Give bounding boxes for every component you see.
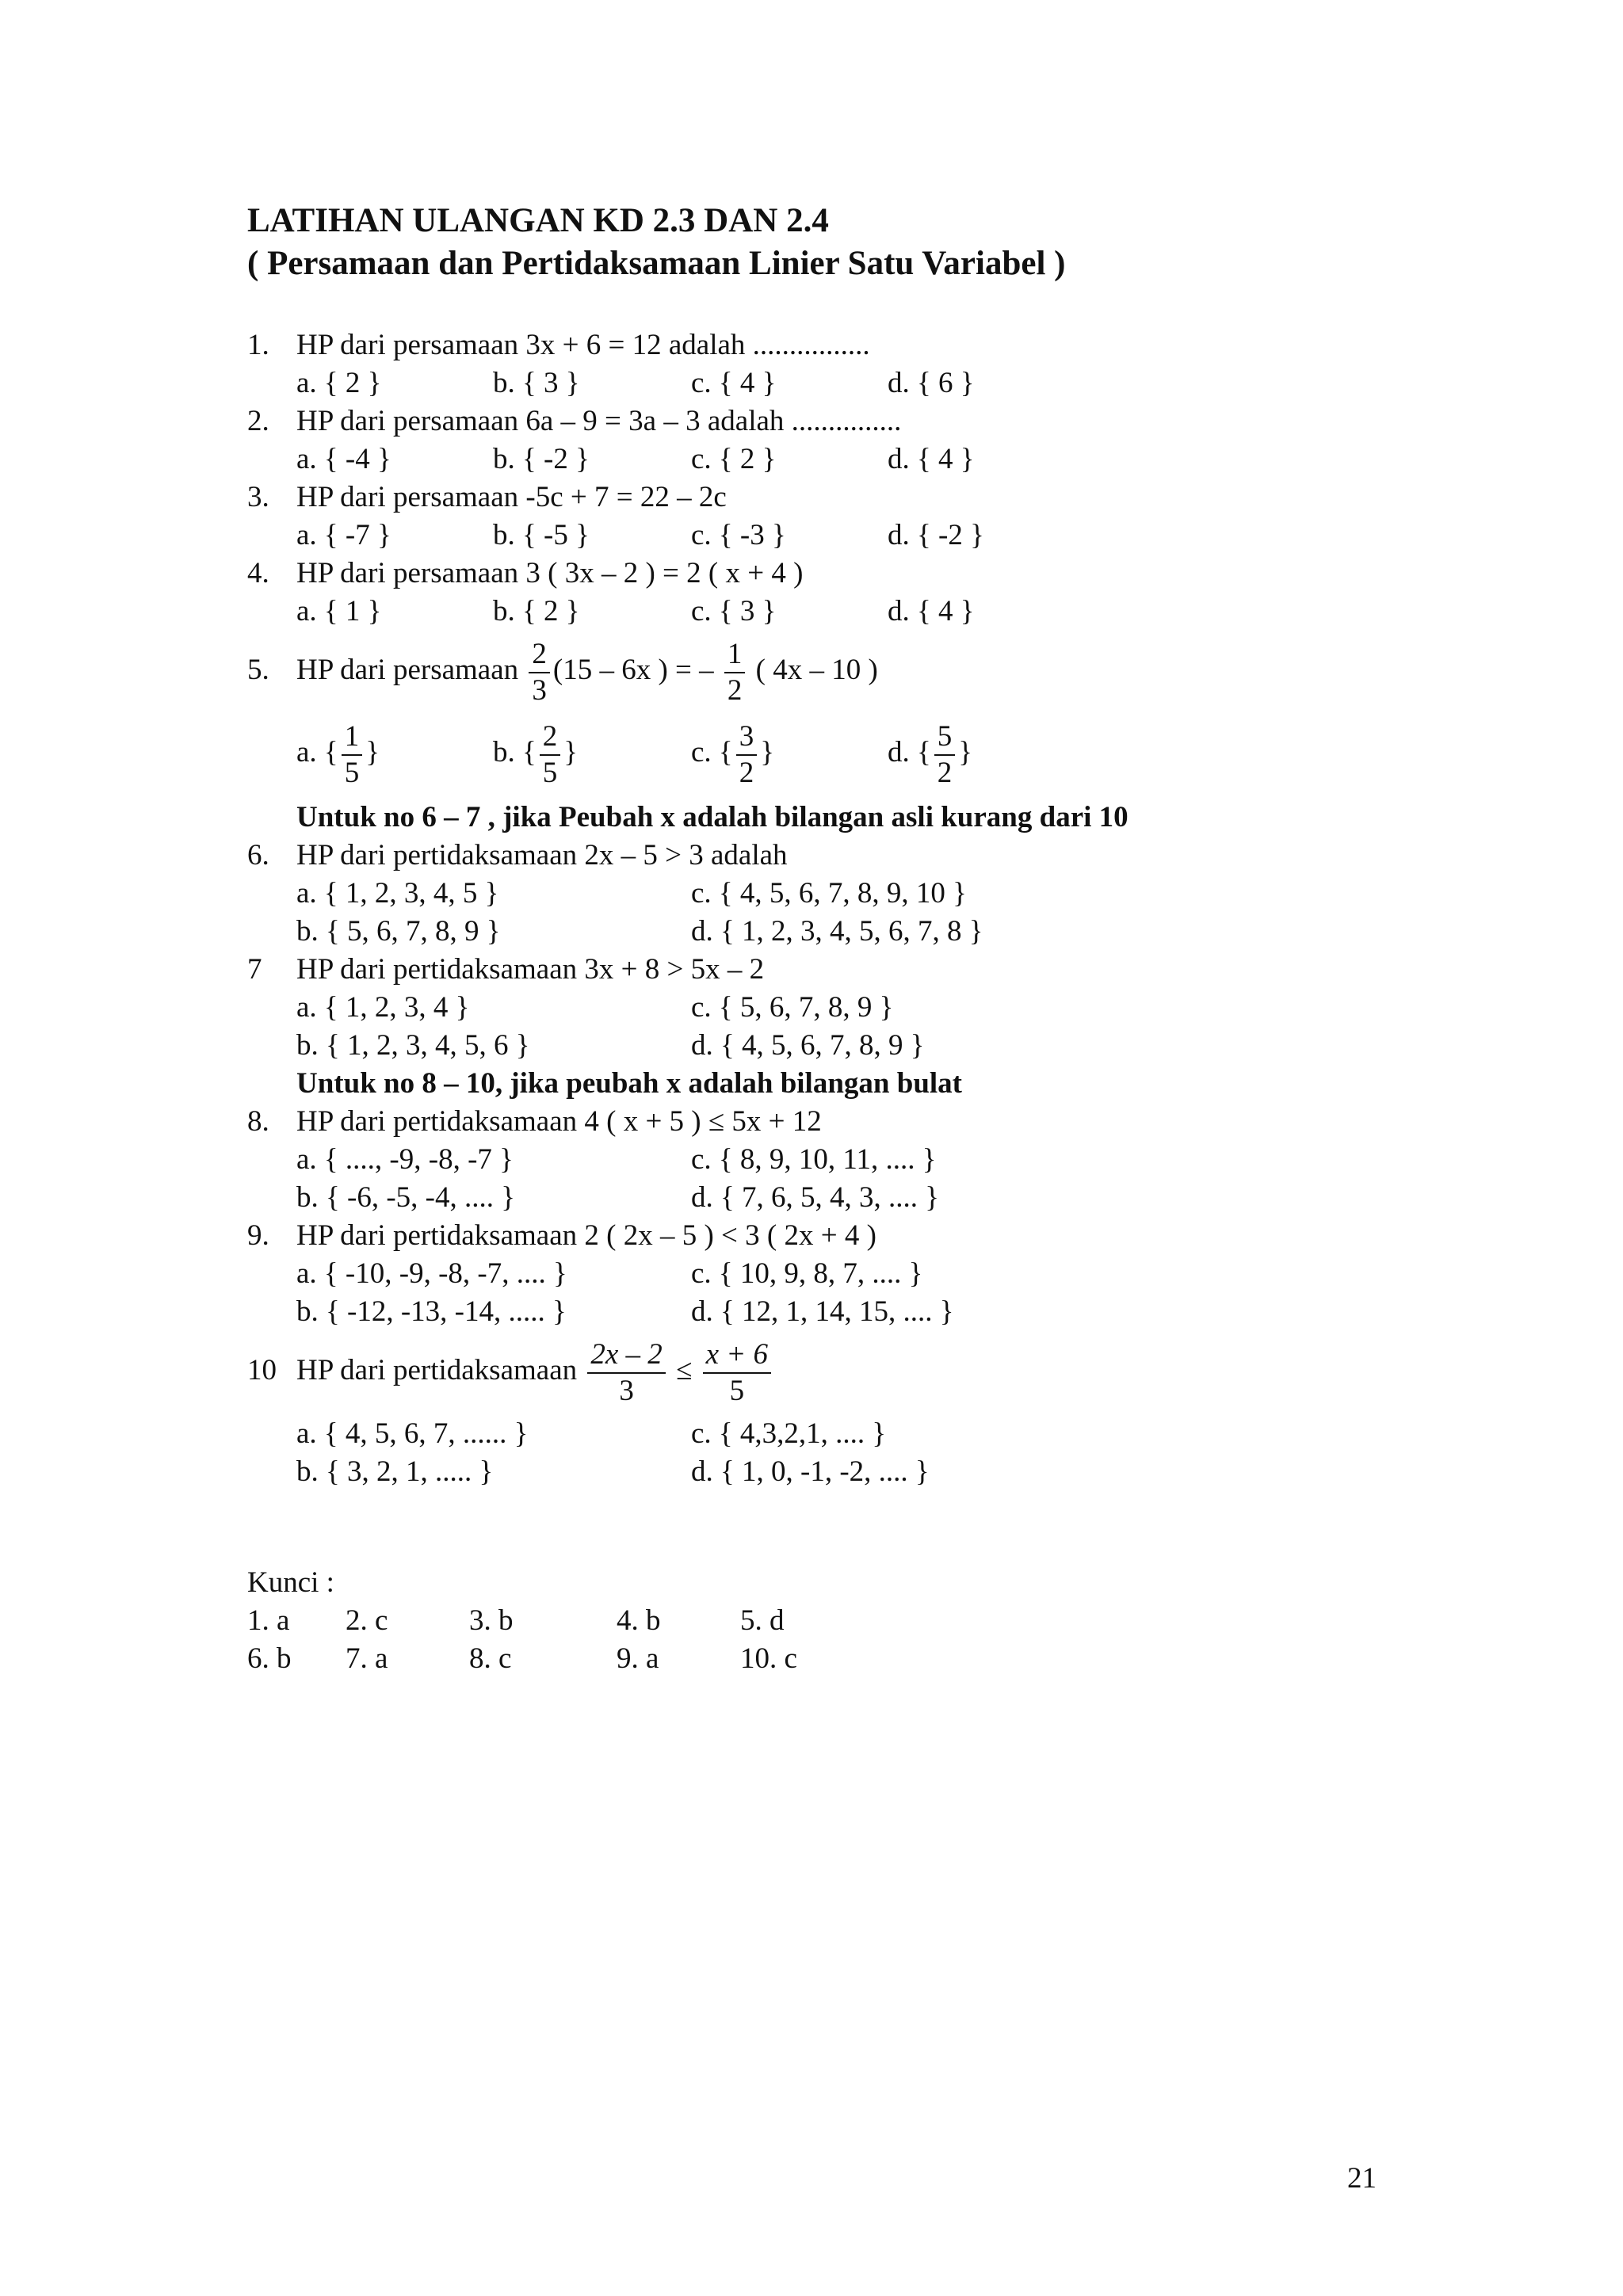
instruction-note-1 [0, 799, 1623, 837]
denominator: 5 [542, 756, 558, 789]
option-b: b. { 3, 2, 1, ..... } [296, 1455, 494, 1488]
fraction [342, 719, 363, 791]
numerator: 5 [937, 719, 953, 753]
answer-key-item: 1. a [247, 1604, 290, 1637]
note-text: Untuk no 8 – 10, jika peubah x adalah bilangan bulat [296, 1067, 962, 1100]
question-number: 8. [247, 1105, 269, 1138]
option-b: b. { -5 } [493, 519, 590, 551]
option-a: a. { 4, 5, 6, 7, ...... } [296, 1417, 529, 1450]
option-prefix: c. { [691, 736, 733, 769]
option-b: b. { -6, -5, -4, .... } [296, 1181, 515, 1214]
option-c: c. { 8, 9, 10, 11, .... } [691, 1143, 937, 1176]
question-text: HP dari pertidaksamaan 2x – 5 > 3 adalah [296, 839, 788, 871]
denominator: 3 [532, 673, 547, 707]
denominator: 3 [619, 1374, 634, 1407]
question-1 [0, 326, 1623, 364]
numerator: 2 [532, 637, 547, 670]
question-9-options-row-2 [0, 1293, 1623, 1331]
question-text [296, 1331, 774, 1410]
question-3-options [0, 517, 1623, 555]
denominator: 2 [727, 673, 743, 707]
option-prefix: a. { [296, 736, 338, 769]
question-6-options-row-1 [0, 875, 1623, 913]
question-4 [0, 555, 1623, 593]
numerator: 3 [739, 719, 754, 753]
question-7-options-row-2 [0, 1027, 1623, 1065]
question-text: HP dari persamaan 3 ( 3x – 2 ) = 2 ( x + 4 ) [296, 557, 804, 589]
option-d: d. { 4 } [888, 443, 975, 475]
question-prefix: HP dari pertidaksamaan [296, 1354, 578, 1386]
answer-key-title: Kunci : [247, 1566, 334, 1599]
question-number: 5. [247, 654, 269, 686]
denominator: 5 [729, 1374, 745, 1407]
option-c: c. { 5, 6, 7, 8, 9 } [691, 991, 894, 1024]
option-c: c. { -3 } [691, 519, 786, 551]
numerator: x + 6 [705, 1337, 769, 1371]
question-9 [0, 1217, 1623, 1255]
question-10 [0, 1331, 1623, 1410]
question-middle: (15 – 6x ) = – [552, 654, 714, 686]
answer-key-item: 6. b [247, 1642, 292, 1675]
option-b: b. { -12, -13, -14, ..... } [296, 1295, 567, 1328]
question-2 [0, 402, 1623, 441]
option-b: b. { 3 } [493, 367, 580, 399]
question-2-options [0, 441, 1623, 479]
option-suffix: } [760, 736, 774, 769]
denominator: 2 [937, 756, 953, 789]
answer-key-item: 4. b [617, 1604, 661, 1637]
question-10-options-row-2 [0, 1453, 1623, 1491]
fraction [540, 719, 561, 791]
option-a: a. { ...., -9, -8, -7 } [296, 1143, 514, 1176]
question-5-options [0, 713, 1623, 792]
answer-key-item: 2. c [346, 1604, 388, 1637]
question-number: 1. [247, 329, 269, 361]
question-number: 4. [247, 557, 269, 589]
fraction [587, 1337, 665, 1409]
question-text: HP dari pertidaksamaan 4 ( x + 5 ) ≤ 5x + 12 [296, 1105, 822, 1138]
fraction [703, 1337, 771, 1409]
option-suffix: } [958, 736, 973, 769]
option-c: c. { 10, 9, 8, 7, .... } [691, 1257, 923, 1290]
option-b: b. { -2 } [493, 443, 590, 475]
option-d: d. { 1, 2, 3, 4, 5, 6, 7, 8 } [691, 915, 983, 948]
option-b: b. { 1, 2, 3, 4, 5, 6 } [296, 1029, 530, 1062]
option-a: a. { -7 } [296, 519, 391, 551]
denominator: 2 [739, 756, 754, 789]
fraction [529, 637, 550, 708]
option-a: a. { -4 } [296, 443, 391, 475]
numerator: 2 [542, 719, 558, 753]
option-suffix: } [365, 736, 380, 769]
question-suffix: ( 4x – 10 ) [755, 654, 878, 686]
question-1-options [0, 364, 1623, 402]
instruction-note-2 [0, 1065, 1623, 1103]
question-8 [0, 1103, 1623, 1141]
option-b: b. { 5, 6, 7, 8, 9 } [296, 915, 501, 948]
option-c: c. { 3 } [691, 595, 777, 627]
option-a: a. { 2 } [296, 367, 382, 399]
option-d [888, 713, 972, 792]
title-line-1: LATIHAN ULANGAN KD 2.3 DAN 2.4 [247, 202, 829, 239]
numerator: 1 [727, 637, 743, 670]
option-b [493, 713, 578, 792]
question-9-options-row-1 [0, 1255, 1623, 1293]
answer-key-item: 5. d [740, 1604, 785, 1637]
fraction [934, 719, 956, 791]
option-b: b. { 2 } [493, 595, 580, 627]
page-number: 21 [1347, 2162, 1377, 2195]
question-6 [0, 837, 1623, 875]
option-d: d. { 7, 6, 5, 4, 3, .... } [691, 1181, 940, 1214]
question-10-options-row-1 [0, 1415, 1623, 1453]
answer-key-item: 7. a [346, 1642, 388, 1675]
option-d: d. { -2 } [888, 519, 984, 551]
question-prefix: HP dari persamaan [296, 654, 519, 686]
denominator: 5 [344, 756, 360, 789]
option-a [296, 713, 380, 792]
question-text: HP dari pertidaksamaan 2 ( 2x – 5 ) < 3 ( 2x + 4 ) [296, 1219, 876, 1252]
option-prefix: d. { [888, 736, 931, 769]
question-4-options [0, 593, 1623, 631]
question-number: 3. [247, 481, 269, 513]
fraction [724, 637, 746, 708]
answer-key-item: 8. c [469, 1642, 512, 1675]
question-number: 6. [247, 839, 269, 871]
option-d: d. { 12, 1, 14, 15, .... } [691, 1295, 954, 1328]
numerator: 1 [344, 719, 360, 753]
question-8-options-row-1 [0, 1141, 1623, 1179]
answer-key-item: 9. a [617, 1642, 659, 1675]
option-c [691, 713, 774, 792]
option-c: c. { 2 } [691, 443, 777, 475]
question-6-options-row-2 [0, 913, 1623, 951]
option-c: c. { 4,3,2,1, .... } [691, 1417, 887, 1450]
option-prefix: b. { [493, 736, 537, 769]
answer-key-item: 3. b [469, 1604, 514, 1637]
question-text: HP dari pertidaksamaan 3x + 8 > 5x – 2 [296, 953, 765, 986]
title-line-2: ( Persamaan dan Pertidaksamaan Linier Satu Variabel ) [247, 245, 1066, 282]
option-suffix: } [563, 736, 579, 769]
inequality-operator: ≤ [676, 1354, 693, 1386]
question-7 [0, 951, 1623, 989]
answer-key-item: 10. c [740, 1642, 797, 1675]
fraction [736, 719, 758, 791]
question-number: 9. [247, 1219, 269, 1252]
question-text: HP dari persamaan -5c + 7 = 22 – 2c [296, 481, 727, 513]
option-a: a. { 1, 2, 3, 4, 5 } [296, 877, 499, 910]
question-7-options-row-1 [0, 989, 1623, 1027]
option-d: d. { 4 } [888, 595, 975, 627]
question-3 [0, 479, 1623, 517]
question-number: 7 [247, 953, 262, 986]
question-text: HP dari persamaan 6a – 9 = 3a – 3 adalah ............... [296, 405, 902, 437]
option-d: d. { 6 } [888, 367, 975, 399]
numerator: 2x – 2 [590, 1337, 663, 1371]
option-c: c. { 4, 5, 6, 7, 8, 9, 10 } [691, 877, 967, 910]
option-a: a. { -10, -9, -8, -7, .... } [296, 1257, 567, 1290]
option-c: c. { 4 } [691, 367, 777, 399]
question-number: 2. [247, 405, 269, 437]
question-text: HP dari persamaan 3x + 6 = 12 adalah ................ [296, 329, 870, 361]
option-d: d. { 1, 0, -1, -2, .... } [691, 1455, 930, 1488]
option-a: a. { 1, 2, 3, 4 } [296, 991, 470, 1024]
note-text: Untuk no 6 – 7 , jika Peubah x adalah bilangan asli kurang dari 10 [296, 801, 1128, 833]
option-d: d. { 4, 5, 6, 7, 8, 9 } [691, 1029, 925, 1062]
question-5 [0, 631, 1623, 710]
option-a: a. { 1 } [296, 595, 382, 627]
question-number: 10 [247, 1354, 277, 1386]
question-8-options-row-2 [0, 1179, 1623, 1217]
question-text [296, 631, 878, 710]
